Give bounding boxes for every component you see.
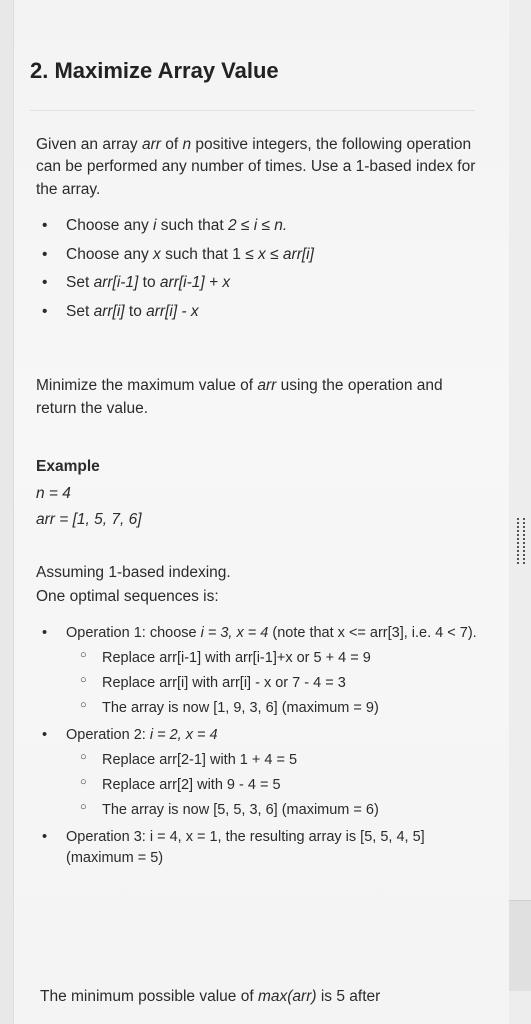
rule-item	[66, 272, 484, 294]
rule-var: arr[i]	[93, 302, 125, 320]
operation-item	[66, 725, 484, 821]
rule-expr: x ≤ arr[i]	[258, 245, 314, 263]
goal-paragraph	[36, 375, 484, 420]
rule-text: Set	[66, 302, 94, 320]
right-scroll-edge	[509, 0, 531, 1024]
edge-panel	[509, 900, 531, 991]
spacer	[36, 329, 484, 375]
example-n: n = 4	[36, 484, 71, 502]
rule-expr: arr[i] - x	[146, 302, 199, 320]
goal-text: Minimize the maximum value of	[36, 377, 258, 395]
op-step: ○ Replace arr[i-1] with arr[i-1]+x or 5 + 4 = 9	[102, 648, 484, 669]
example-heading: Example	[36, 458, 100, 476]
op-steps	[66, 648, 484, 719]
operation-rules-list	[36, 215, 484, 323]
title-area	[30, 58, 491, 84]
rule-expr: arr[i-1] + x	[159, 274, 231, 292]
op-vars: i = 2, x = 4	[149, 726, 218, 743]
rule-item	[66, 244, 484, 266]
intro-var-arr: arr	[141, 136, 161, 153]
title-divider	[30, 110, 475, 111]
footer-text	[40, 988, 380, 1006]
problem-content	[36, 134, 484, 875]
op-step: ○ The array is now [1, 9, 3, 6] (maximum = 9)	[102, 698, 484, 719]
operation-item	[66, 827, 484, 869]
op-label: Operation 2:	[66, 726, 150, 743]
intro-text: of	[160, 136, 183, 153]
op-step: ○ Replace arr[2-1] with 1 + 4 = 5	[102, 750, 484, 771]
op-step: ○ Replace arr[2] with 9 - 4 = 5	[102, 775, 484, 796]
assume-line-2: One optimal sequences is:	[36, 588, 219, 606]
goal-var-arr: arr	[257, 377, 277, 395]
rule-text: to	[138, 274, 160, 292]
op-step: ○ Replace arr[i] with arr[i] - x or 7 - 4 = 3	[102, 673, 484, 694]
footer-part: is 5 after	[316, 988, 381, 1005]
rule-expr: 2 ≤ i ≤ n.	[228, 217, 288, 235]
footer-var: max(arr)	[257, 988, 317, 1005]
rule-text: to	[124, 302, 147, 320]
drag-handle-icon[interactable]	[517, 518, 525, 564]
footer-part: The minimum possible value of	[40, 988, 258, 1005]
op-step: ○ The array is now [5, 5, 3, 6] (maximum = 6)	[102, 800, 484, 821]
op-steps	[66, 750, 484, 821]
assume-line-1: Assuming 1-based indexing.	[36, 563, 231, 581]
page-title: 2. Maximize Array Value	[30, 58, 279, 83]
op-label: Operation 3: i = 4, x = 1, the resulting array is [5, 5, 4, 5] (maximum = 5)	[66, 828, 425, 866]
intro-text: Given an array	[36, 136, 142, 153]
rule-text: Choose any	[66, 217, 154, 235]
rule-text: Set	[66, 274, 94, 292]
op-vars: i = 3, x = 4	[200, 624, 269, 641]
operations-list	[36, 623, 484, 869]
op-label: Operation 1: choose	[66, 624, 201, 641]
left-border	[0, 0, 14, 1024]
intro-text: positive integers, the following operation can be performed any number of times. Use a 1-based index for the array.	[36, 136, 476, 198]
goal-text: using the operation and return the value.	[36, 377, 443, 417]
rule-text: such that	[156, 217, 228, 235]
rule-item	[66, 301, 484, 323]
rule-item	[66, 215, 484, 237]
intro-paragraph	[36, 134, 484, 201]
rule-var: i	[153, 217, 157, 235]
rule-var: arr[i-1]	[93, 274, 139, 292]
intro-var-n: n	[182, 136, 192, 153]
rule-text: such that 1 ≤	[160, 245, 259, 263]
example-arr: arr = [1, 5, 7, 6]	[36, 511, 142, 529]
op-note: (note that x <= arr[3], i.e. 4 < 7).	[268, 624, 477, 641]
rule-text: Choose any	[66, 245, 154, 263]
rule-var: x	[153, 245, 161, 263]
operation-item	[66, 623, 484, 719]
